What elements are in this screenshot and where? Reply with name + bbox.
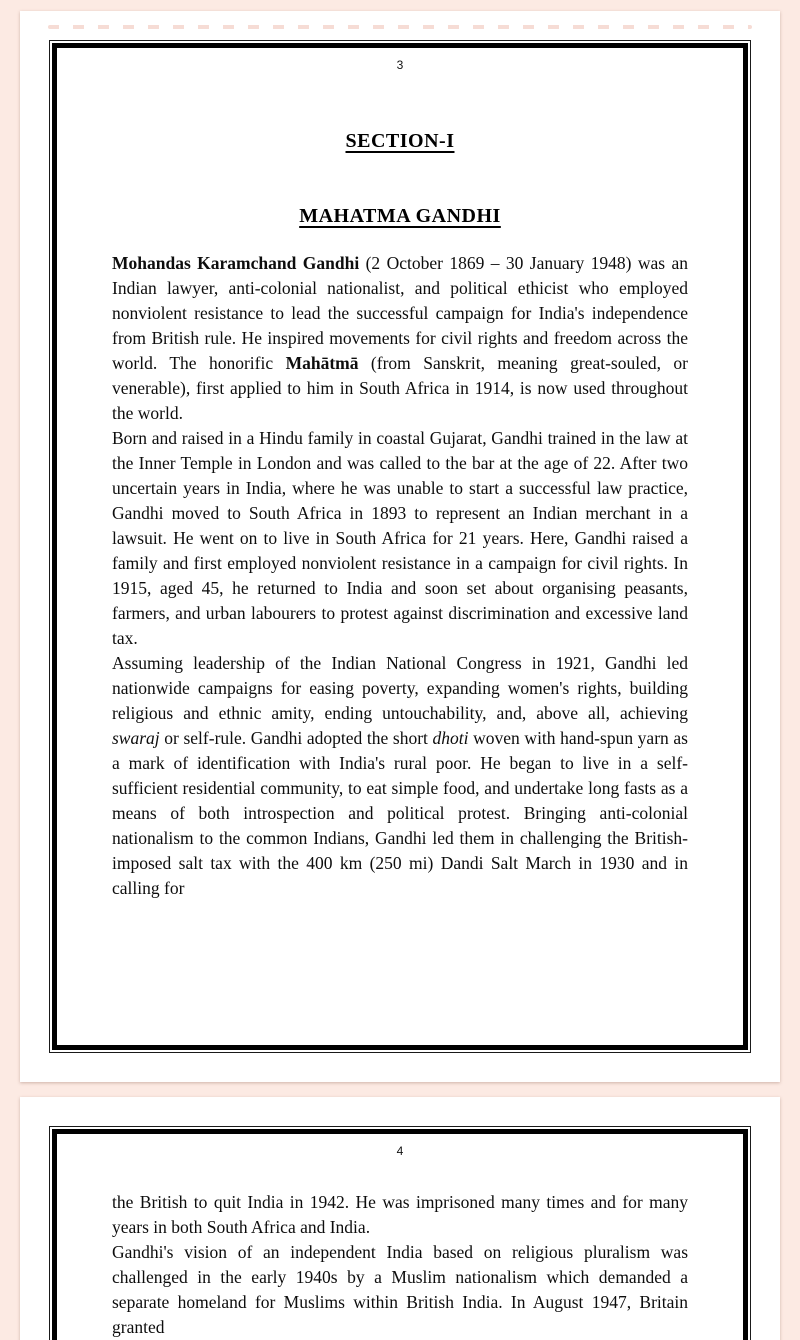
page-edge-artifact bbox=[48, 25, 752, 29]
text-run: (from Sanskrit, meaning great-souled, or venerable), first applied to him in South Africa in 1914, is now used throughout the world. bbox=[112, 353, 688, 423]
page-3 bbox=[20, 11, 780, 1082]
paragraph bbox=[112, 426, 688, 651]
text-run: Gandhi's vision of an independent India based on religious pluralism was challenged in the early 1940s by a Muslim nationalism which demanded a separate homeland for Muslims within British India. In August 1947, Britain granted bbox=[112, 1242, 688, 1337]
paragraph bbox=[112, 651, 688, 901]
page-3-content bbox=[57, 48, 743, 1045]
section-heading: SECTION-I bbox=[345, 130, 455, 152]
paragraph bbox=[112, 1190, 688, 1240]
text-run: Mohandas Karamchand Gandhi bbox=[112, 253, 360, 273]
page-border bbox=[52, 1129, 748, 1340]
text-run: Mahātmā bbox=[285, 353, 359, 373]
text-run: dhoti bbox=[432, 728, 469, 748]
text-run: Assuming leadership of the Indian National Congress in 1921, Gandhi led nationwide campaigns for easing poverty, expanding women's rights, building religious and ethnic amity, ending untouchability, and, above all, achieving bbox=[112, 653, 688, 723]
text-run: Born and raised in a Hindu family in coastal Gujarat, Gandhi trained in the law at the Inner Temple in London and was called to the bar at the age of 22. After two uncertain years in India, where he was unable to start a successful law practice, Gandhi moved to South Africa in 1893 to represent an Indian merchant in a lawsuit. He went on to live in South Africa for 21 years. Here, Gandhi raised a family and first employed nonviolent resistance in a campaign for civil rights. In 1915, aged 45, he returned to India and soon set about organising peasants, farmers, and urban labourers to protest against discrimination and excessive land tax. bbox=[112, 428, 688, 648]
document-title: MAHATMA GANDHI bbox=[299, 205, 501, 227]
page-border-outline bbox=[49, 40, 751, 1053]
text-run: or self-rule. Gandhi adopted the short bbox=[159, 728, 433, 748]
paragraph bbox=[112, 1240, 688, 1340]
page-body bbox=[112, 1190, 688, 1340]
page-border bbox=[52, 43, 748, 1050]
page-body bbox=[112, 251, 688, 901]
page-number: 4 bbox=[396, 1144, 404, 1158]
text-run: swaraj bbox=[112, 728, 160, 748]
text-run: woven with hand-spun yarn as a mark of identification with India's rural poor. He began to live in a self-sufficient residential community, to eat simple food, and undertake long fasts as a means of both introspection and political protest. Bringing anti-colonial nationalism to the common Indians, Gandhi led them in challenging the British-imposed salt tax with the 400 km (250 mi) Dandi Salt March in 1930 and in calling for bbox=[112, 728, 688, 898]
text-run: the British to quit India in 1942. He was imprisoned many times and for many years in both South Africa and India. bbox=[112, 1192, 688, 1237]
paragraph bbox=[112, 251, 688, 426]
page-4-content bbox=[57, 1134, 743, 1340]
text-run: (2 October 1869 – 30 January 1948) was an Indian lawyer, anti-colonial nationalist, and political ethicist who employed nonviolent resistance to lead the successful campaign for India's independence from British rule. He inspired movements for civil rights and freedom across the world. The honorific bbox=[112, 253, 688, 373]
page-number: 3 bbox=[396, 58, 404, 72]
page-border-outline bbox=[49, 1126, 751, 1340]
page-4 bbox=[20, 1097, 780, 1340]
